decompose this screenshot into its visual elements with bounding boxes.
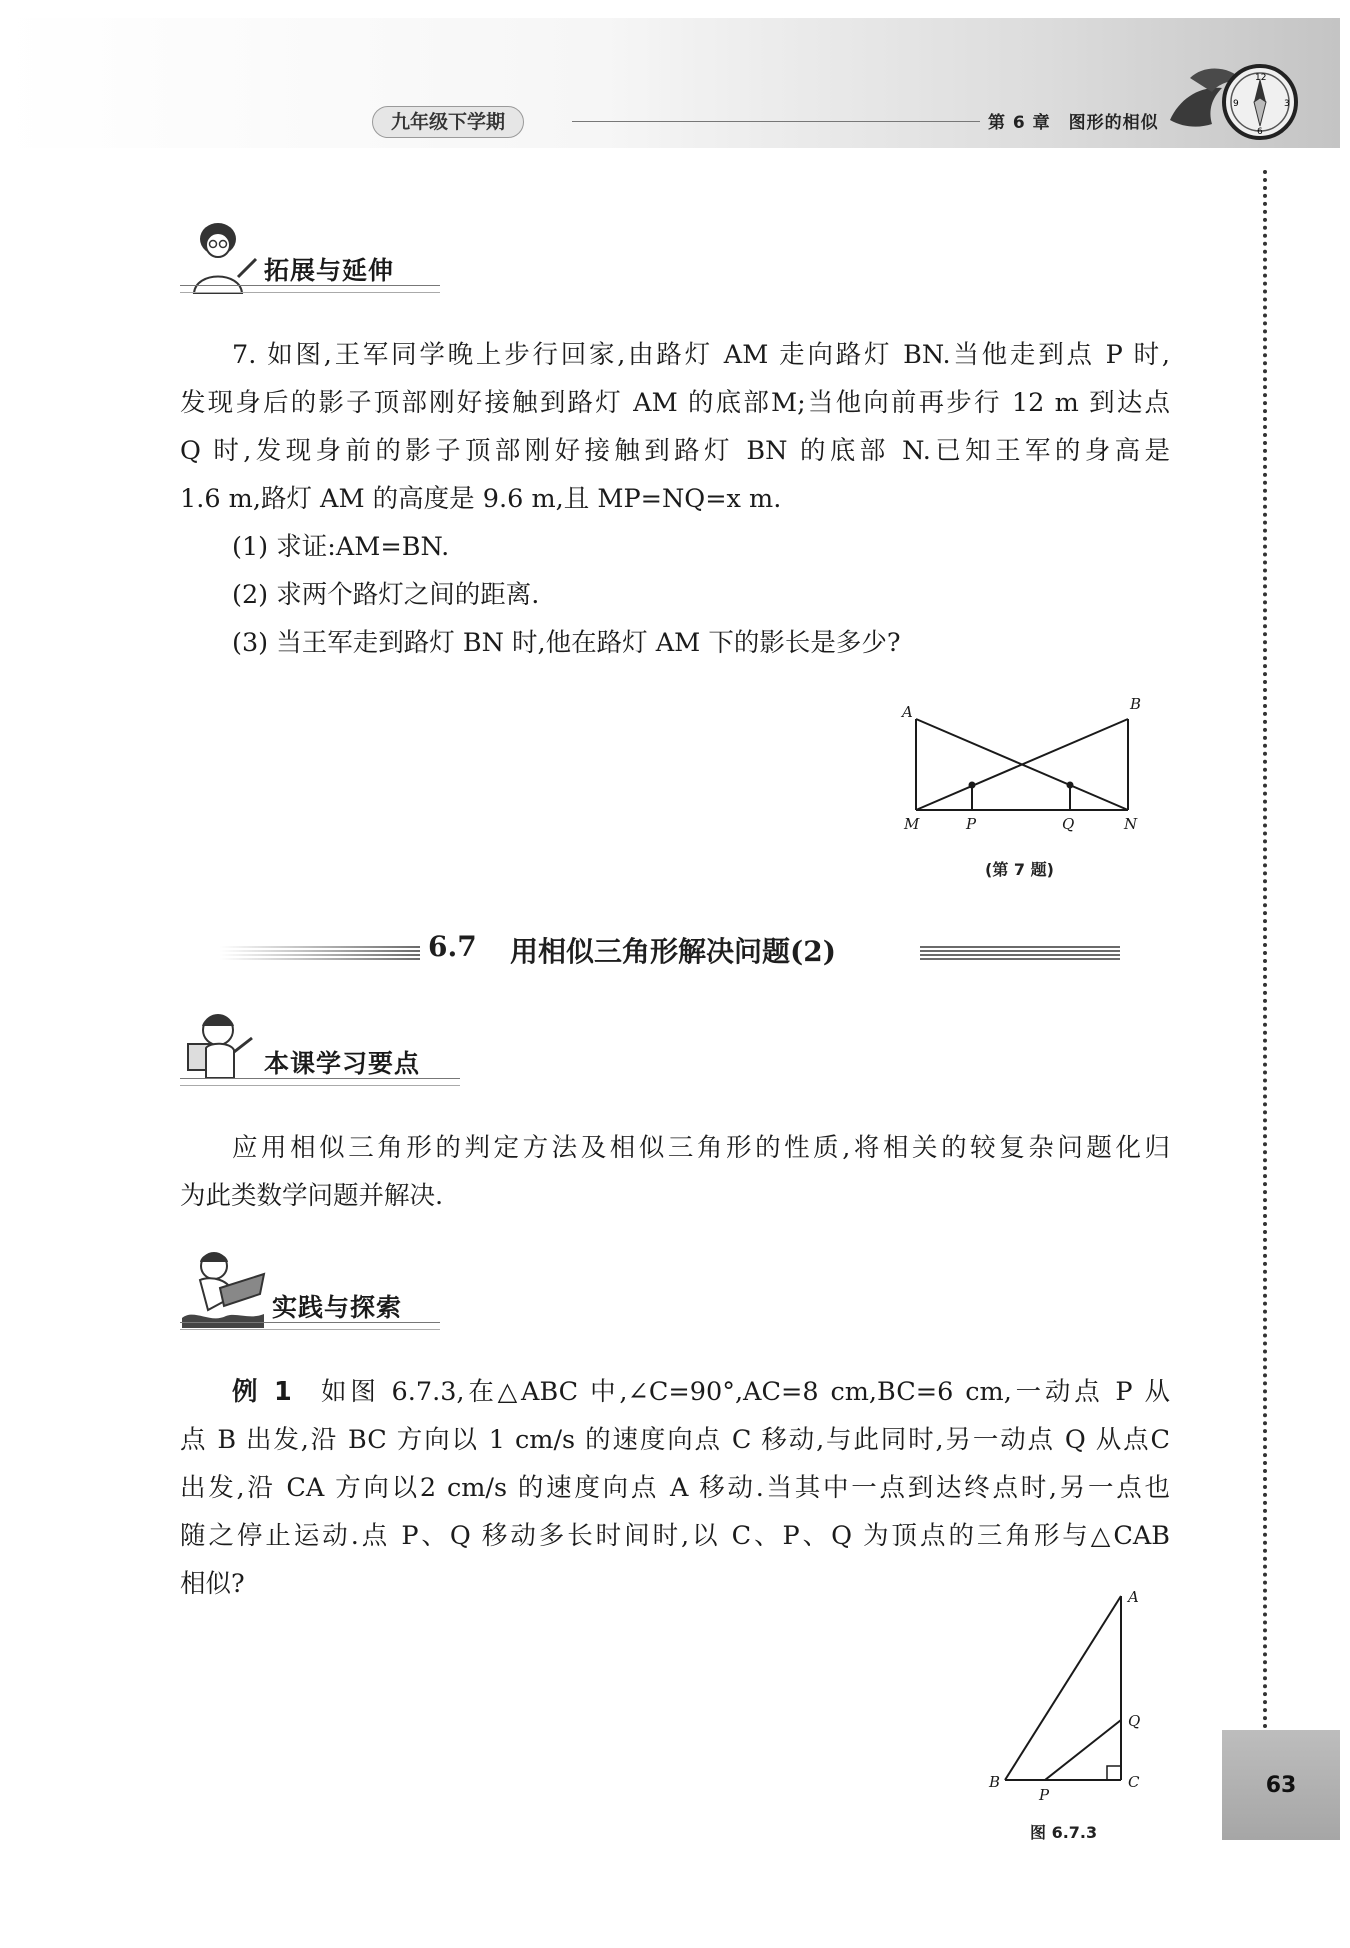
problem7-sub-1: (1) 求证:AM=BN. [232, 532, 450, 562]
problem7-sub-2: (2) 求两个路灯之间的距离. [232, 580, 540, 610]
svg-text:12: 12 [1255, 73, 1267, 83]
problem7-text [180, 331, 1170, 667]
problem7-line-2: 发现身后的影子顶部刚好接触到路灯 AM 的底部M;当他向前再步行 12 m 到达点 [180, 388, 1170, 418]
teacher-icon [180, 215, 258, 295]
banner-expand-title: 拓展与延伸 [264, 256, 395, 285]
fig7-label-m: M [904, 815, 920, 833]
svg-text:9: 9 [1233, 99, 1239, 109]
problem7-line-3: Q 时,发现身前的影子顶部刚好接触到路灯 BN 的底部 N.已知王军的身高是 [180, 436, 1170, 466]
problem7-sub-3: (3) 当王军走到路灯 BN 时,他在路灯 AM 下的影长是多少? [232, 628, 901, 658]
keypoints-line-1: 应用相似三角形的判定方法及相似三角形的性质,将相关的较复杂问题化归 [232, 1133, 1170, 1163]
fig673-label-a: A [1128, 1588, 1139, 1606]
example1-line-1-text: 如图 6.7.3,在△ABC 中,∠C=90°,AC=8 cm,BC=6 cm,一动点 P 从 [317, 1377, 1170, 1407]
keypoints-line-2: 为此类数学问题并解决. [180, 1181, 444, 1211]
svg-text:3: 3 [1284, 99, 1290, 109]
svg-text:6: 6 [1257, 127, 1263, 137]
example1-line-3: 出发,沿 CA 方向以2 cm/s 的速度向点 A 移动.当其中一点到达终点时,另一点也 [180, 1473, 1170, 1503]
problem7-caption: (第 7 题) [985, 860, 1054, 879]
fig7-label-p: P [966, 815, 977, 833]
example1-line-2: 点 B 出发,沿 BC 方向以 1 cm/s 的速度向点 C 移动,与此同时,另一动点 Q 从点C [180, 1425, 1170, 1455]
section-number: 6.7 [428, 930, 477, 963]
boy-reading-icon [180, 1008, 258, 1088]
header-rule [572, 121, 980, 122]
problem7-line-4: 1.6 m,路灯 AM 的高度是 9.6 m,且 MP=NQ=x m. [180, 484, 782, 514]
section-title: 用相似三角形解决问题(2) [510, 935, 836, 968]
example1-lead: 例 1 [232, 1377, 292, 1407]
example1-text [180, 1368, 1170, 1608]
fig7-label-a: A [902, 703, 913, 721]
page-number-tab [1222, 1730, 1340, 1840]
problem7-figure [890, 695, 1150, 835]
banner-practice [180, 1252, 440, 1332]
fig7-label-n: N [1124, 815, 1138, 833]
problem7-line-1: 7. 如图,王军同学晚上步行回家,由路灯 AM 走向路灯 BN.当他走到点 P 时, [232, 340, 1170, 370]
example1-figure [985, 1580, 1145, 1805]
fig673-label-p: P [1039, 1786, 1050, 1804]
compass-icon [1160, 58, 1310, 148]
example1-line-1 [180, 1368, 1170, 1416]
banner-expand [180, 215, 440, 295]
dotted-margin [1263, 170, 1267, 1730]
example1-line-5: 相似? [180, 1569, 245, 1599]
chapter-label: 第 6 章 图形的相似 [988, 113, 1159, 133]
banner-practice-title: 实践与探索 [272, 1293, 403, 1322]
section-heading [220, 930, 1120, 976]
page-number: 63 [1265, 1772, 1297, 1798]
banner-keypoints-title: 本课学习要点 [264, 1049, 421, 1078]
explorer-icon [180, 1248, 266, 1332]
grade-tag: 九年级下学期 [372, 106, 524, 138]
fig673-label-q: Q [1128, 1712, 1141, 1730]
example1-line-4: 随之停止运动.点 P、Q 移动多长时间时,以 C、P、Q 为顶点的三角形与△CAB [180, 1521, 1170, 1551]
fig7-label-q: Q [1062, 815, 1075, 833]
keypoints-text [180, 1124, 1170, 1220]
banner-keypoints [180, 1008, 460, 1088]
fig7-label-b: B [1130, 695, 1142, 713]
example1-caption: 图 6.7.3 [1030, 1823, 1098, 1842]
fig673-label-c: C [1128, 1773, 1140, 1791]
fig673-label-b: B [989, 1773, 1001, 1791]
